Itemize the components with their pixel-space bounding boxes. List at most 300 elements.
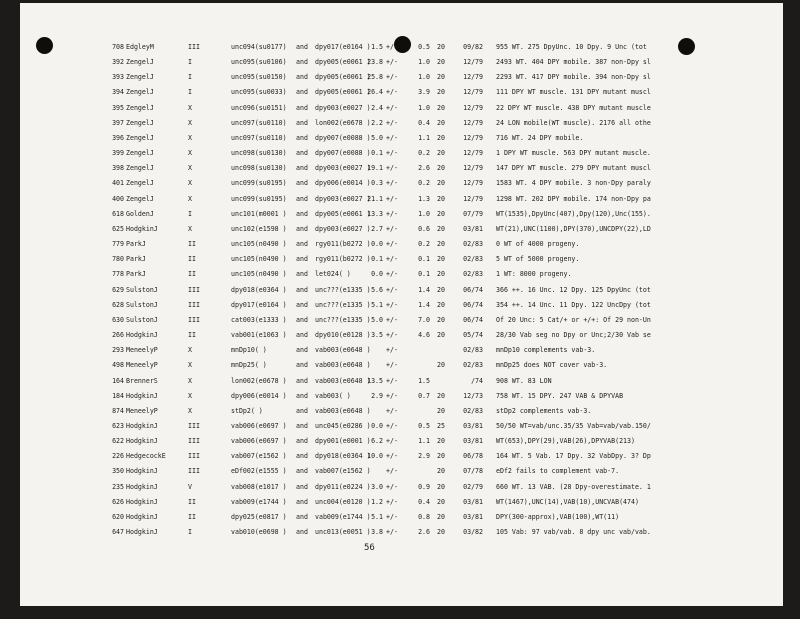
gene-2: dpy003(e0027 ) [315,224,371,233]
table-row [20,176,783,191]
author-name: HodgkinJ [126,224,158,233]
note: 1298 WT. 202 DPY mobile. 174 non-Dpy pa [496,194,651,203]
error-value: 1.5 [418,376,430,385]
gene-1: unc098(su0130) [231,164,287,173]
table-row [20,449,783,464]
gene-2: dpy003(e0027 ) [315,164,371,173]
and-label: and [296,179,308,188]
distance-value: 3.5 [371,331,383,340]
and-label: and [296,194,308,203]
author-name: SulstonJ [126,315,158,324]
note: WT(21),UNC(1100),DPY(370),UNCDPY(22),LD [496,224,651,233]
author-name: HodgkinJ [126,331,158,340]
row-id: 623 [112,422,124,430]
error-value: 1.4 [418,285,430,294]
table-row [20,192,783,207]
gene-1: dpy025(e0817 ) [231,512,287,521]
table-row [20,55,783,70]
table-row [20,419,783,434]
error-value: 1.4 [418,300,430,309]
sample-size: 20 [437,73,445,82]
chromosome: III [188,452,200,461]
chromosome: I [188,209,192,218]
table-row [20,267,783,282]
gene-1: unc099(su0195) [231,179,287,188]
gene-1: unc098(su0130) [231,149,287,158]
chromosome: I [188,528,192,537]
plus-minus: +/- [386,331,398,340]
author-name: ParkJ [126,240,146,249]
table-row [20,464,783,479]
sample-size: 20 [437,452,445,461]
gene-2: unc004(e0120 ) [315,497,371,506]
chromosome: III [188,422,200,430]
sample-size: 20 [437,133,445,142]
plus-minus: +/- [386,240,398,249]
plus-minus: +/- [386,391,398,400]
row-id: 630 [112,315,124,324]
gene-1: unc094(su0177) [231,43,287,51]
table-row [20,85,783,100]
sample-size: 20 [437,406,445,415]
row-id: 393 [112,73,124,82]
author-name: ZengelJ [126,118,154,127]
note: 147 DPY WT muscle. 279 DPY mutant muscl [496,164,651,173]
note: mnDp25 does NOT cover vab-3. [496,361,608,370]
date: 12/79 [463,194,483,203]
plus-minus: +/- [386,224,398,233]
note: 22 DPY WT muscle. 438 DPY mutant muscle [496,103,651,112]
chromosome: II [188,270,196,279]
and-label: and [296,315,308,324]
table-row [20,222,783,237]
date: 07/79 [463,209,483,218]
chromosome: X [188,376,192,385]
gene-2: unc045(e0286 ) [315,422,371,430]
row-id: 622 [112,437,124,446]
author-name: ZengelJ [126,194,154,203]
note: mnDp10 complements vab-3. [496,346,596,355]
table-row [20,298,783,313]
and-label: and [296,406,308,415]
table-row [20,101,783,116]
date: 12/79 [463,149,483,158]
sample-size: 20 [437,224,445,233]
error-value: 0.8 [418,512,430,521]
note: 164 WT. 5 Vab. 17 Dpy. 32 VabDpy. 3? Dp [496,452,651,461]
row-id: 350 [112,467,124,476]
note: WT(1467),UNC(14),VAB(10),UNCVAB(474) [496,497,639,506]
author-name: ZengelJ [126,103,154,112]
date: 12/79 [463,118,483,127]
distance-value: 5.0 [371,133,383,142]
gene-1: vab008(e1017 ) [231,482,287,491]
date: 05/74 [463,331,483,340]
gene-1: unc101(m0001 ) [231,209,287,218]
error-value: 2.9 [418,452,430,461]
gene-2: lon002(e0678 ) [315,118,371,127]
distance-value: 1.5 [371,43,383,51]
gene-1: vab001(e1063 ) [231,331,287,340]
gene-2: vab003(e0648 ) [315,376,371,385]
gene-2: dpy003(e0027 ) [315,194,371,203]
plus-minus: +/- [386,482,398,491]
distance-value: 0.1 [371,255,383,264]
error-value: 1.0 [418,73,430,82]
chromosome: III [188,467,200,476]
gene-1: eDf002(e1555 ) [231,467,287,476]
plus-minus: +/- [386,88,398,97]
note: 2493 WT. 404 DPY mobile. 387 non-Dpy sl [496,58,651,67]
date: 12/79 [463,133,483,142]
plus-minus: +/- [386,270,398,279]
table-row [20,328,783,343]
table-row [20,40,783,55]
and-label: and [296,209,308,218]
gene-1: mnDp25( ) [231,361,267,370]
and-label: and [296,300,308,309]
sample-size: 25 [437,422,445,430]
and-label: and [296,331,308,340]
and-label: and [296,497,308,506]
error-value: 2.6 [418,528,430,537]
chromosome: II [188,255,196,264]
and-label: and [296,58,308,67]
author-name: SulstonJ [126,300,158,309]
error-value: 0.2 [418,240,430,249]
date: 07/78 [463,467,483,476]
error-value: 3.9 [418,88,430,97]
gene-2: vab003(e0648 ) [315,361,371,370]
gene-2: unc???(e1335 ) [315,300,371,309]
chromosome: I [188,58,192,67]
note: 1583 WT. 4 DPY mobile. 3 non-Dpy paraly [496,179,651,188]
chromosome: X [188,194,192,203]
author-name: HodgkinJ [126,497,158,506]
gene-1: dpy018(e0364 ) [231,285,287,294]
distance-value: 3.0 [371,482,383,491]
chromosome: I [188,73,192,82]
table-row [20,313,783,328]
distance-value: 0.1 [371,149,383,158]
plus-minus: +/- [386,118,398,127]
sample-size: 20 [437,300,445,309]
note: WT(653),DPY(29),VAB(26),DPYVAB(213) [496,437,635,446]
note: 111 DPY WT muscle. 131 DPY mutant muscl [496,88,651,97]
date: 02/83 [463,406,483,415]
distance-value: 25.8 [367,73,383,82]
note: eDf2 fails to complement vab-7. [496,467,620,476]
chromosome: III [188,285,200,294]
sample-size: 20 [437,315,445,324]
gene-2: unc013(e0051 ) [315,528,371,537]
and-label: and [296,255,308,264]
note: 660 WT. 13 VAB. (28 Dpy-overestimate. 1 [496,482,651,491]
gene-1: unc096(su0151) [231,103,287,112]
and-label: and [296,285,308,294]
chromosome: II [188,497,196,506]
and-label: and [296,422,308,430]
note: WT(1535),DpyUnc(407),Dpy(120),Unc(155). [496,209,651,218]
chromosome: X [188,164,192,173]
author-name: HedgecockE [126,452,166,461]
gene-1: unc105(n0490 ) [231,270,287,279]
date: 02/83 [463,361,483,370]
row-id: 293 [112,346,124,355]
chromosome: X [188,118,192,127]
table-row [20,252,783,267]
table-row [20,283,783,298]
note: Of 20 Unc: 5 Cat/+ or +/+: Of 29 non-Un [496,315,651,324]
author-name: MeneelyP [126,406,158,415]
date: 06/74 [463,315,483,324]
distance-value: 5.1 [371,300,383,309]
gene-1: unc099(su0195) [231,194,287,203]
table-row [20,116,783,131]
gene-2: dpy005(e0061 ) [315,73,371,82]
date: 02/83 [463,240,483,249]
author-name: ZengelJ [126,58,154,67]
sample-size: 20 [437,43,445,51]
plus-minus: +/- [386,209,398,218]
plus-minus: +/- [386,149,398,158]
gene-1: unc097(su0110) [231,133,287,142]
gene-1: mnDp10( ) [231,346,267,355]
gene-1: unc102(e1598 ) [231,224,287,233]
table-row [20,343,783,358]
error-value: 0.6 [418,224,430,233]
row-id: 394 [112,88,124,97]
row-id: 235 [112,482,124,491]
author-name: HodgkinJ [126,482,158,491]
distance-value: 1.2 [371,497,383,506]
table-row [20,495,783,510]
error-value: 0.2 [418,179,430,188]
author-name: BrennerS [126,376,158,385]
chromosome: X [188,103,192,112]
gene-2: dpy005(e0061 ) [315,88,371,97]
and-label: and [296,452,308,461]
row-id: 164 [112,376,124,385]
author-name: MeneelyP [126,346,158,355]
plus-minus: +/- [386,346,398,355]
error-value: 1.1 [418,133,430,142]
sample-size: 20 [437,88,445,97]
table-row [20,237,783,252]
row-id: 399 [112,149,124,158]
note: 105 Vab: 97 vab/vab. 8 dpy unc vab/vab. [496,528,651,537]
and-label: and [296,43,308,51]
row-id: 392 [112,58,124,67]
author-name: EdgleyM [126,43,154,51]
error-value: 1.1 [418,437,430,446]
date: 09/82 [463,43,483,51]
sample-size: 20 [437,179,445,188]
error-value: 0.1 [418,255,430,264]
plus-minus: +/- [386,103,398,112]
table-row [20,434,783,449]
chromosome: III [188,315,200,324]
note: 955 WT. 275 DpyUnc. 10 Dpy. 9 Unc (tot [496,43,647,51]
author-name: ZengelJ [126,179,154,188]
date: 03/81 [463,497,483,506]
gene-2: dpy003(e0027 ) [315,103,371,112]
chromosome: III [188,300,200,309]
error-value: 1.3 [418,194,430,203]
row-id: 780 [112,255,124,264]
gene-1: unc097(su0110) [231,118,287,127]
gene-2: dpy018(e0364 ) [315,452,371,461]
row-id: 396 [112,133,124,142]
gene-2: dpy011(e0224 ) [315,482,371,491]
date: 03/82 [463,528,483,537]
error-value: 0.4 [418,497,430,506]
and-label: and [296,240,308,249]
distance-value: 5.6 [371,285,383,294]
table-row [20,161,783,176]
plus-minus: +/- [386,43,398,51]
gene-1: unc095(su0033) [231,88,287,97]
and-label: and [296,133,308,142]
plus-minus: +/- [386,73,398,82]
and-label: and [296,361,308,370]
note: 0 WT of 4000 progeny. [496,240,580,249]
note: 1 DPY WT muscle. 563 DPY mutant muscle. [496,149,651,158]
chromosome: III [188,43,200,51]
plus-minus: +/- [386,406,398,415]
sample-size: 20 [437,437,445,446]
distance-value: 23.8 [367,58,383,67]
note: 758 WT. 15 DPY. 247 VAB & DPYVAB [496,391,624,400]
row-id: 398 [112,164,124,173]
author-name: ZengelJ [126,88,154,97]
author-name: ZengelJ [126,133,154,142]
distance-value: 2.9 [371,391,383,400]
chromosome: X [188,133,192,142]
plus-minus: +/- [386,497,398,506]
row-id: 778 [112,270,124,279]
sample-size: 20 [437,331,445,340]
sample-size: 20 [437,118,445,127]
plus-minus: +/- [386,376,398,385]
date: 02/83 [463,270,483,279]
table-row [20,131,783,146]
gene-2: dpy006(e0014 ) [315,179,371,188]
table-row [20,207,783,222]
date: 02/83 [463,346,483,355]
and-label: and [296,103,308,112]
author-name: ZengelJ [126,149,154,158]
distance-value: 2.7 [371,224,383,233]
table-row [20,510,783,525]
sample-size: 20 [437,255,445,264]
plus-minus: +/- [386,528,398,537]
gene-1: dpy006(e0014 ) [231,391,287,400]
gene-1: vab006(e0697 ) [231,437,287,446]
gene-2: unc???(e1335 ) [315,315,371,324]
table-row [20,404,783,419]
plus-minus: +/- [386,164,398,173]
distance-value: 0.0 [371,270,383,279]
author-name: GoldenJ [126,209,154,218]
sample-size: 20 [437,270,445,279]
error-value: 0.1 [418,270,430,279]
sample-size: 20 [437,391,445,400]
gene-1: vab010(e0698 ) [231,528,287,537]
distance-value: 19.1 [367,164,383,173]
error-value: 0.5 [418,422,430,430]
error-value: 4.6 [418,331,430,340]
gene-1: unc105(n0490 ) [231,255,287,264]
sample-size: 20 [437,58,445,67]
distance-value: 3.8 [371,528,383,537]
gene-2: let024( ) [315,270,351,279]
plus-minus: +/- [386,437,398,446]
gene-1: vab009(e1744 ) [231,497,287,506]
date: 02/79 [463,482,483,491]
chromosome: X [188,391,192,400]
error-value: 1.0 [418,209,430,218]
row-id: 226 [112,452,124,461]
table-row [20,525,783,540]
gene-2: dpy001(e0001 ) [315,437,371,446]
row-id: 618 [112,209,124,218]
gene-1: dpy017(e0164 ) [231,300,287,309]
plus-minus: +/- [386,300,398,309]
gene-2: rgy011(b0272 ) [315,255,371,264]
gene-2: dpy007(e0088 ) [315,133,371,142]
chromosome: X [188,361,192,370]
row-id: 620 [112,512,124,521]
gene-1: stDp2( ) [231,406,263,415]
distance-value: 0.0 [371,422,383,430]
plus-minus: +/- [386,255,398,264]
and-label: and [296,88,308,97]
chromosome: I [188,88,192,97]
gene-1: cat003(e1333 ) [231,315,287,324]
chromosome: II [188,331,196,340]
distance-value: 10.0 [367,452,383,461]
table-row [20,70,783,85]
distance-value: 26.4 [367,88,383,97]
note: 2293 WT. 417 DPY mobile. 394 non-Dpy sl [496,73,651,82]
note: 366 ++. 16 Unc. 12 Dpy. 125 DpyUnc (tot [496,285,651,294]
distance-value: 0.0 [371,240,383,249]
and-label: and [296,437,308,446]
note: 354 ++. 14 Unc. 11 Dpy. 122 UncDpy (tot [496,300,651,309]
and-label: and [296,467,308,476]
date: 12/73 [463,391,483,400]
author-name: HodgkinJ [126,437,158,446]
chromosome: X [188,224,192,233]
gene-2: vab009(e1744 ) [315,512,371,521]
note: 24 LON mobile(WT muscle). 2176 all othe [496,118,651,127]
and-label: and [296,346,308,355]
error-value: 0.4 [418,118,430,127]
gene-1: unc105(n0490 ) [231,240,287,249]
and-label: and [296,224,308,233]
sample-size: 20 [437,482,445,491]
and-label: and [296,149,308,158]
date: 12/79 [463,88,483,97]
gene-1: unc095(su0106) [231,58,287,67]
row-id: 397 [112,118,124,127]
row-id: 647 [112,528,124,537]
date: /74 [471,376,483,385]
note: 716 WT. 24 DPY mobile. [496,133,584,142]
date: 12/79 [463,164,483,173]
distance-value: 5.1 [371,512,383,521]
